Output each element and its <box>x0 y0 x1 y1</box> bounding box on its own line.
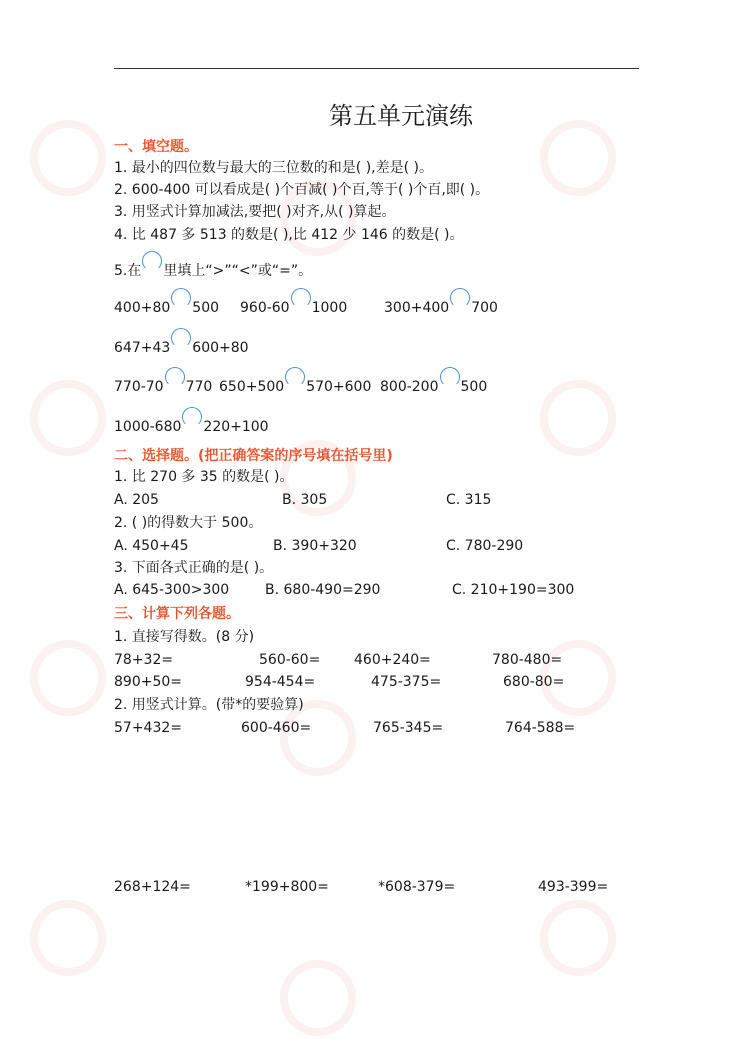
calc-item: 268+124= <box>114 879 191 895</box>
watermark-logo <box>540 380 616 456</box>
calc-item: *608-379= <box>378 879 456 895</box>
question-3-2: 2. 用竖式计算。(带*的要验算) <box>114 697 304 713</box>
compare-item: 960-60 1000 <box>240 294 347 318</box>
calc-item: 764-588= <box>505 720 576 736</box>
question-3-1: 1. 直接写得数。(8 分) <box>114 629 255 645</box>
answer-circle[interactable] <box>171 288 191 308</box>
question-2-1: 1. 比 270 多 35 的数是( )。 <box>114 469 294 485</box>
question-1-3: 3. 用竖式计算加减法,要把( )对齐,从( )算起。 <box>114 204 396 220</box>
section-heading-calc: 三、计算下列各题。 <box>114 606 240 622</box>
calc-item: 680-80= <box>503 674 565 690</box>
compare-item: 770-70 770 <box>114 373 212 397</box>
watermark-logo <box>30 120 106 196</box>
watermark-logo <box>30 900 106 976</box>
page-title: 第五单元演练 <box>329 102 473 130</box>
calc-item: 890+50= <box>114 674 182 690</box>
compare-item: 800-200 500 <box>380 373 487 397</box>
option-a: A. 205 <box>114 492 159 508</box>
answer-circle[interactable] <box>440 367 460 387</box>
watermark-logo <box>540 900 616 976</box>
compare-item: 400+80 500 <box>114 294 219 318</box>
compare-item: 300+400 700 <box>384 294 498 318</box>
compare-item: 650+500 570+600 <box>219 373 371 397</box>
option-b: B. 305 <box>282 492 328 508</box>
calc-item: 493-399= <box>538 879 609 895</box>
option-c: C. 315 <box>446 492 492 508</box>
option-c: C. 210+190=300 <box>452 582 575 598</box>
answer-circle[interactable] <box>142 251 162 271</box>
answer-circle[interactable] <box>291 288 311 308</box>
watermark-logo <box>30 640 106 716</box>
calc-item: 780-480= <box>492 652 563 668</box>
option-b: B. 680-490=290 <box>265 582 381 598</box>
compare-item: 647+43 600+80 <box>114 334 249 358</box>
header-rule <box>114 68 639 69</box>
section-heading-choice: 二、选择题。(把正确答案的序号填在括号里) <box>114 448 393 464</box>
question-1-2: 2. 600-400 可以看成是( )个百减( )个百,等于( )个百,即( )。 <box>114 182 490 198</box>
answer-circle[interactable] <box>171 328 191 348</box>
calc-item: 460+240= <box>354 652 431 668</box>
answer-circle[interactable] <box>450 288 470 308</box>
answer-circle[interactable] <box>165 367 185 387</box>
calc-item: 765-345= <box>373 720 444 736</box>
watermark-logo <box>540 120 616 196</box>
watermark-logo <box>30 380 106 456</box>
question-1-4: 4. 比 487 多 513 的数是( ),比 412 少 146 的数是( )。 <box>114 227 464 243</box>
calc-item: 560-60= <box>259 652 321 668</box>
question-2-3: 3. 下面各式正确的是( )。 <box>114 560 274 576</box>
calc-item: 475-375= <box>371 674 442 690</box>
calc-item: 600-460= <box>241 720 312 736</box>
compare-item: 1000-680 220+100 <box>114 413 269 437</box>
calc-item: 57+432= <box>114 720 182 736</box>
question-1-5: 5.在 里填上“>”“<”或“=”。 <box>114 257 312 281</box>
option-a: A. 450+45 <box>114 538 189 554</box>
section-heading-fill: 一、填空题。 <box>114 139 198 155</box>
question-1-1: 1. 最小的四位数与最大的三位数的和是( ),差是( )。 <box>114 160 434 176</box>
calc-item: *199+800= <box>245 879 329 895</box>
calc-item: 78+32= <box>114 652 174 668</box>
option-b: B. 390+320 <box>273 538 357 554</box>
option-a: A. 645-300>300 <box>114 582 230 598</box>
answer-circle[interactable] <box>285 367 305 387</box>
question-2-2: 2. ( )的得数大于 500。 <box>114 515 263 531</box>
watermark-logo <box>280 960 356 1036</box>
calc-item: 954-454= <box>245 674 316 690</box>
answer-circle[interactable] <box>182 407 202 427</box>
option-c: C. 780-290 <box>446 538 524 554</box>
